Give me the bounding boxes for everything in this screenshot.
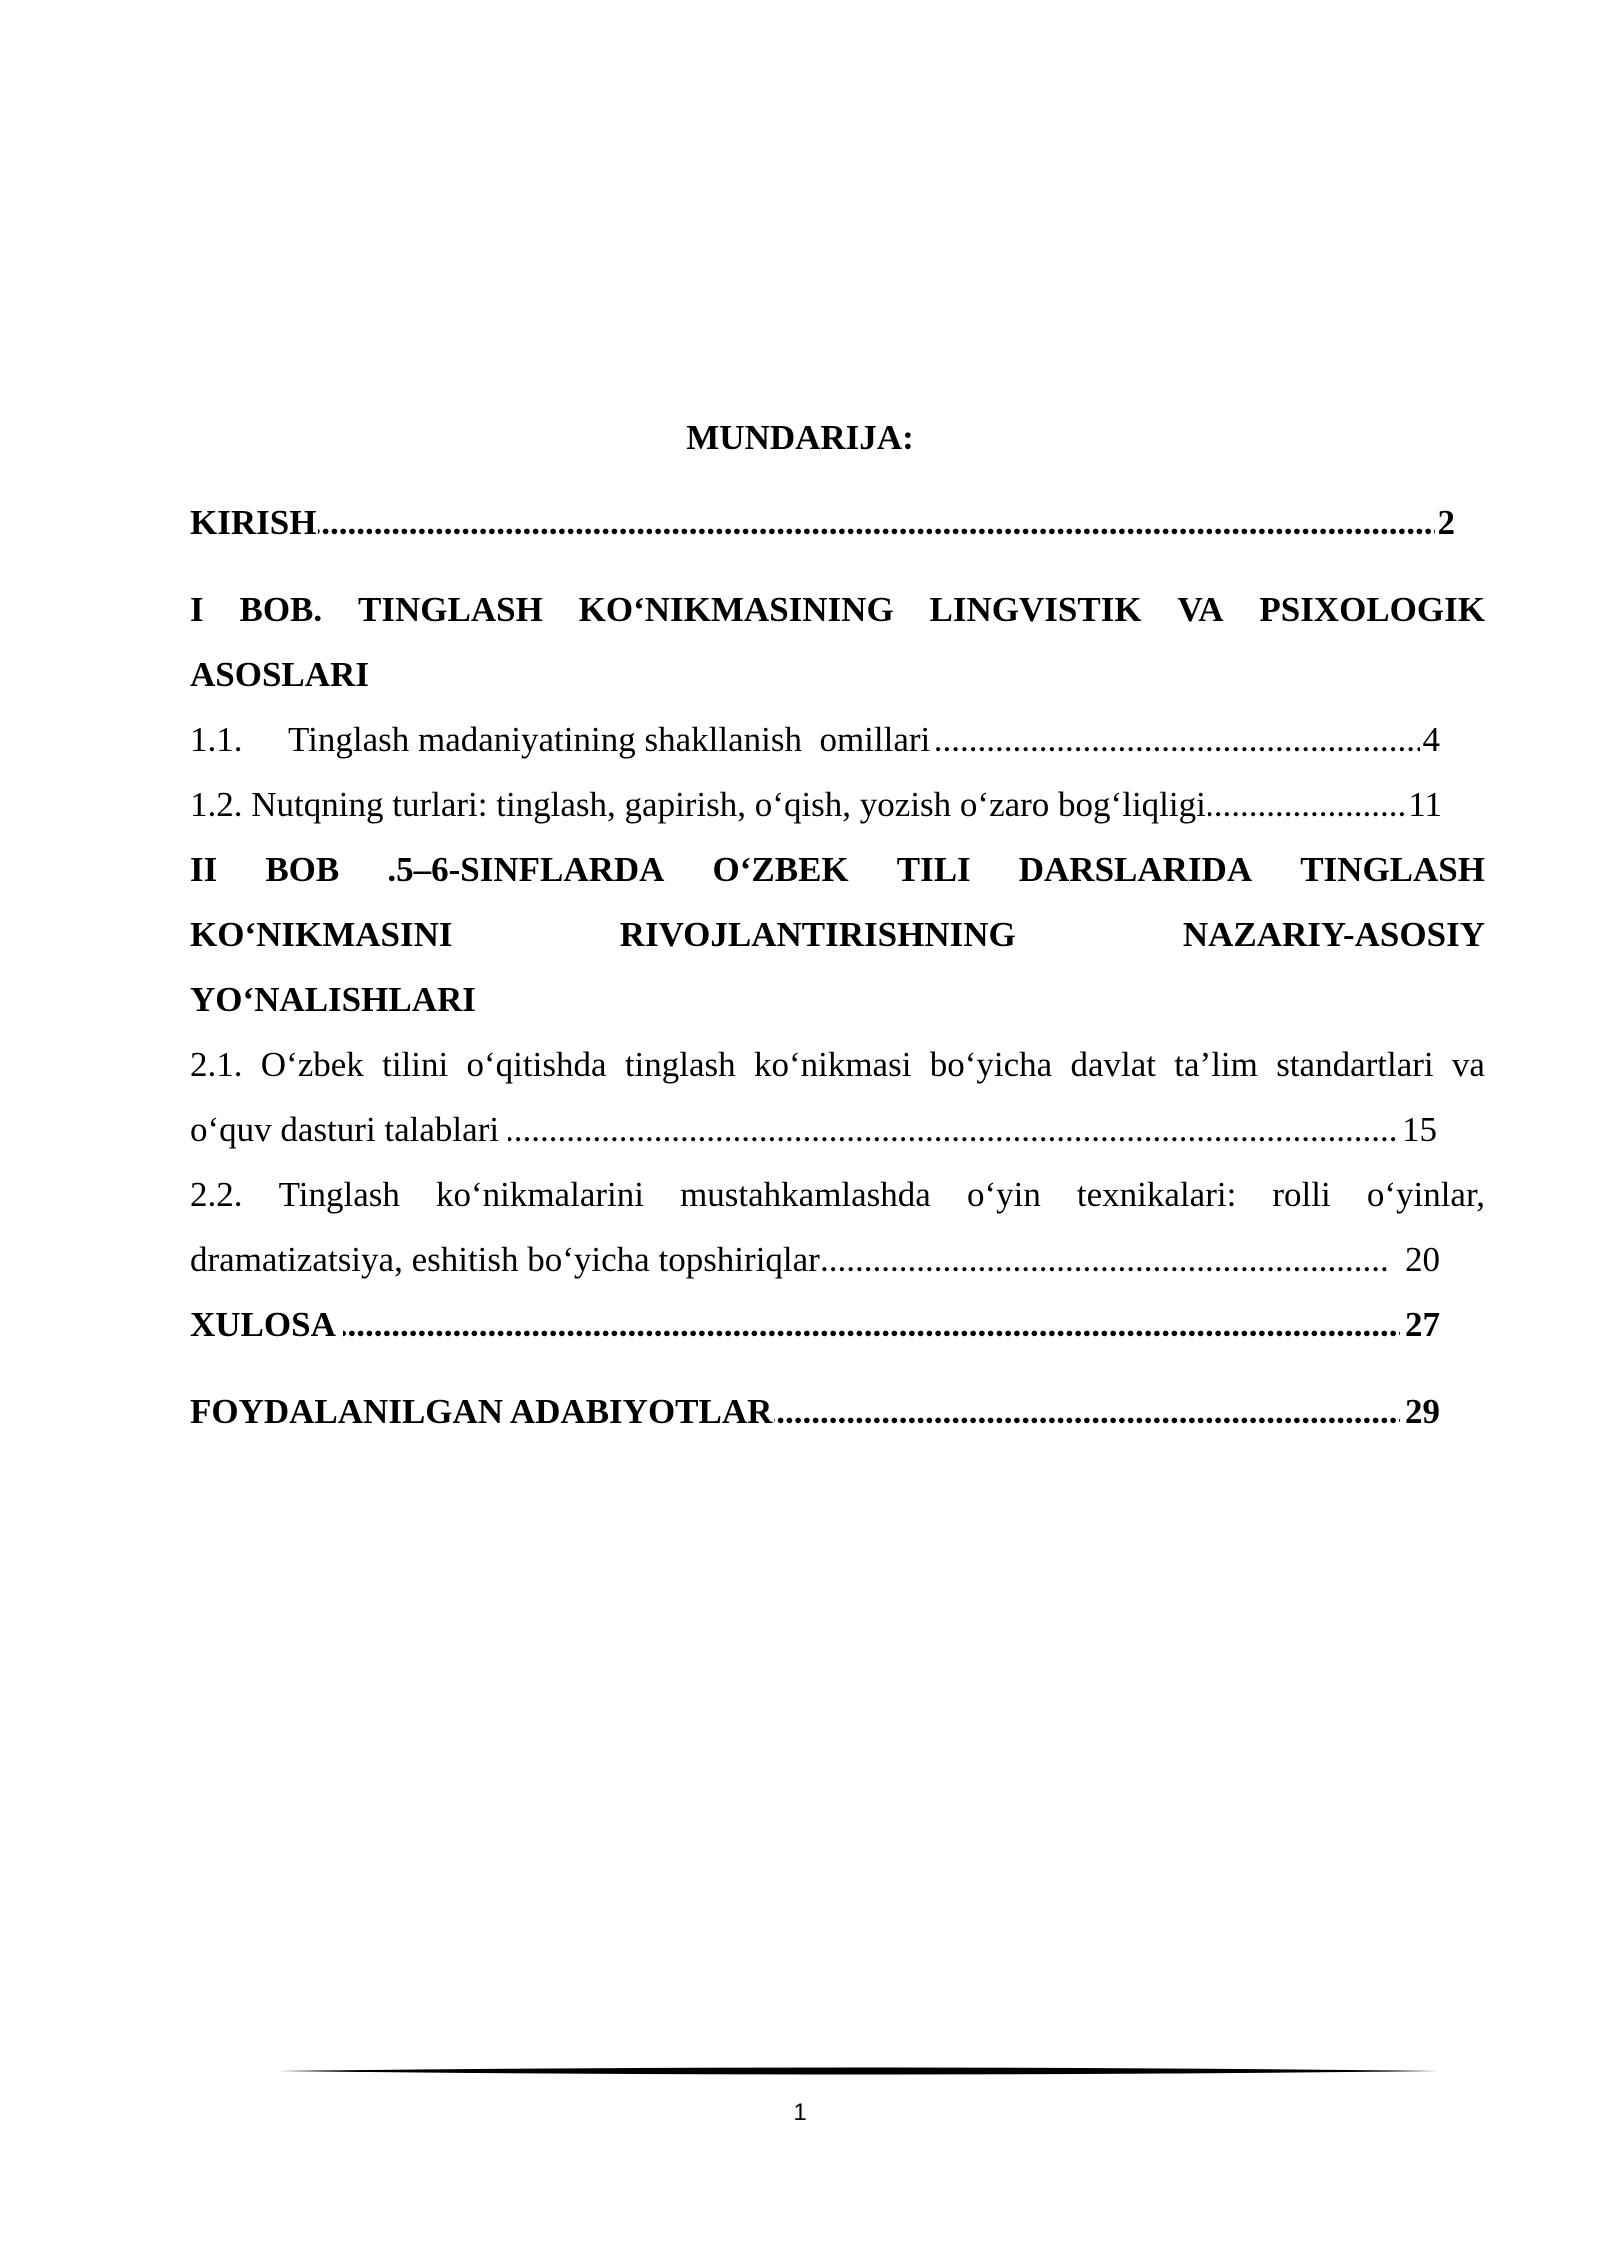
toc-word: TILI — [896, 850, 971, 889]
toc-entry-page: 4 — [1423, 710, 1441, 770]
toc-word: I — [190, 590, 204, 629]
toc-word: bo‘yicha — [929, 1045, 1053, 1084]
toc-entry-2-1-line-2[interactable] — [190, 1100, 1437, 1160]
toc-entry-2-2-line-1[interactable] — [190, 1165, 1485, 1225]
toc-word: PSIXOLOGIK — [1259, 590, 1485, 629]
toc-word: texnikalari: — [1076, 1175, 1237, 1214]
toc-entry-label: XULOSA — [190, 1305, 343, 1344]
toc-chapter-2-line-1[interactable] — [190, 840, 1485, 900]
toc-word: 2.1. — [190, 1045, 243, 1084]
toc-chapter-1-line-2[interactable]: ASOSLARI — [190, 655, 369, 694]
toc-word: KO‘NIKMASINI — [190, 915, 453, 954]
toc-word: tinglash — [624, 1045, 736, 1084]
toc-word: 2.2. — [190, 1175, 243, 1214]
toc-entry-page: 2 — [1438, 493, 1456, 553]
toc-word: BOB — [265, 850, 340, 889]
toc-word: LINGVISTIK — [929, 590, 1142, 629]
toc-entry-label: 1.2. Nutqning turlari: tinglash, gapirish, o‘qish, yozish o‘zaro bog‘liqligi — [190, 785, 1206, 824]
toc-word: II — [190, 850, 218, 889]
toc-chapter-2-line-3[interactable]: YO‘NALISHLARI — [190, 980, 476, 1019]
toc-entry-page: 15 — [1402, 1100, 1437, 1160]
toc-entry-1-2[interactable] — [190, 775, 1442, 835]
toc-chapter-2-line-2[interactable] — [190, 905, 1485, 965]
toc-word: Tinglash — [278, 1175, 400, 1214]
toc-chapter-1-line-1[interactable] — [190, 580, 1485, 640]
toc-entry-page: 27 — [1405, 1295, 1440, 1355]
toc-leader-dots — [190, 1295, 1400, 1355]
toc-entry-2-1-line-1[interactable] — [190, 1035, 1485, 1095]
toc-word: o‘yin — [966, 1175, 1041, 1214]
toc-entry-page: 29 — [1405, 1382, 1440, 1442]
toc-word: o‘yinlar, — [1366, 1175, 1485, 1214]
toc-word: mustahkamlashda — [680, 1175, 931, 1214]
toc-word: O‘zbek — [260, 1045, 364, 1084]
toc-entry-xulosa[interactable] — [190, 1295, 1440, 1355]
toc-leader-dots — [190, 493, 1435, 553]
toc-word: davlat — [1070, 1045, 1156, 1084]
toc-word: rolli — [1272, 1175, 1331, 1214]
toc-word: NAZARIY-ASOSIY — [1182, 915, 1485, 954]
toc-entry-page: 20 — [1396, 1230, 1440, 1290]
toc-word: o‘qitishda — [466, 1045, 607, 1084]
page-number: 1 — [793, 2099, 807, 2126]
toc-entry-number: 1.1. — [190, 710, 288, 770]
toc-entry-label: o‘quv dasturi talablari — [190, 1110, 508, 1149]
toc-entry-page: 11 — [1408, 775, 1442, 835]
toc-entry-label: dramatizatsiya, eshitish bo‘yicha topshiriqlar — [190, 1240, 820, 1279]
toc-word: standartlari — [1276, 1045, 1434, 1084]
toc-entry-2-2-line-2[interactable] — [190, 1230, 1440, 1290]
toc-word: va — [1451, 1045, 1485, 1084]
toc-word: .5–6-SINFLARDA — [387, 850, 665, 889]
toc-word: tilini — [382, 1045, 449, 1084]
footer-divider — [278, 2065, 1438, 2077]
toc-word: TINGLASH — [358, 590, 543, 629]
toc-word: ta’lim — [1174, 1045, 1258, 1084]
toc-entry-adabiyotlar[interactable] — [190, 1382, 1440, 1442]
toc-entry-kirish[interactable] — [190, 493, 1455, 553]
toc-title: MUNDARIJA: — [686, 418, 914, 457]
toc-entry-label: FOYDALANILGAN ADABIYOTLAR — [190, 1392, 773, 1431]
toc-entry-1-1[interactable] — [190, 710, 1440, 770]
toc-word: ko‘nikmalarini — [435, 1175, 644, 1214]
toc-entry-label: KIRISH — [190, 503, 317, 542]
toc-word: DARSLARIDA — [1018, 850, 1253, 889]
toc-word: KO‘NIKMASINING — [578, 590, 894, 629]
toc-word: TINGLASH — [1300, 850, 1485, 889]
toc-word: BOB. — [239, 590, 323, 629]
toc-word: RIVOJLANTIRISHNING — [619, 915, 1016, 954]
toc-word: ko‘nikmasi — [753, 1045, 912, 1084]
toc-word: O‘ZBEK — [712, 850, 849, 889]
toc-entry-label: Tinglash madaniyatining shakllanish omillari — [288, 720, 931, 759]
toc-word: VA — [1177, 590, 1224, 629]
